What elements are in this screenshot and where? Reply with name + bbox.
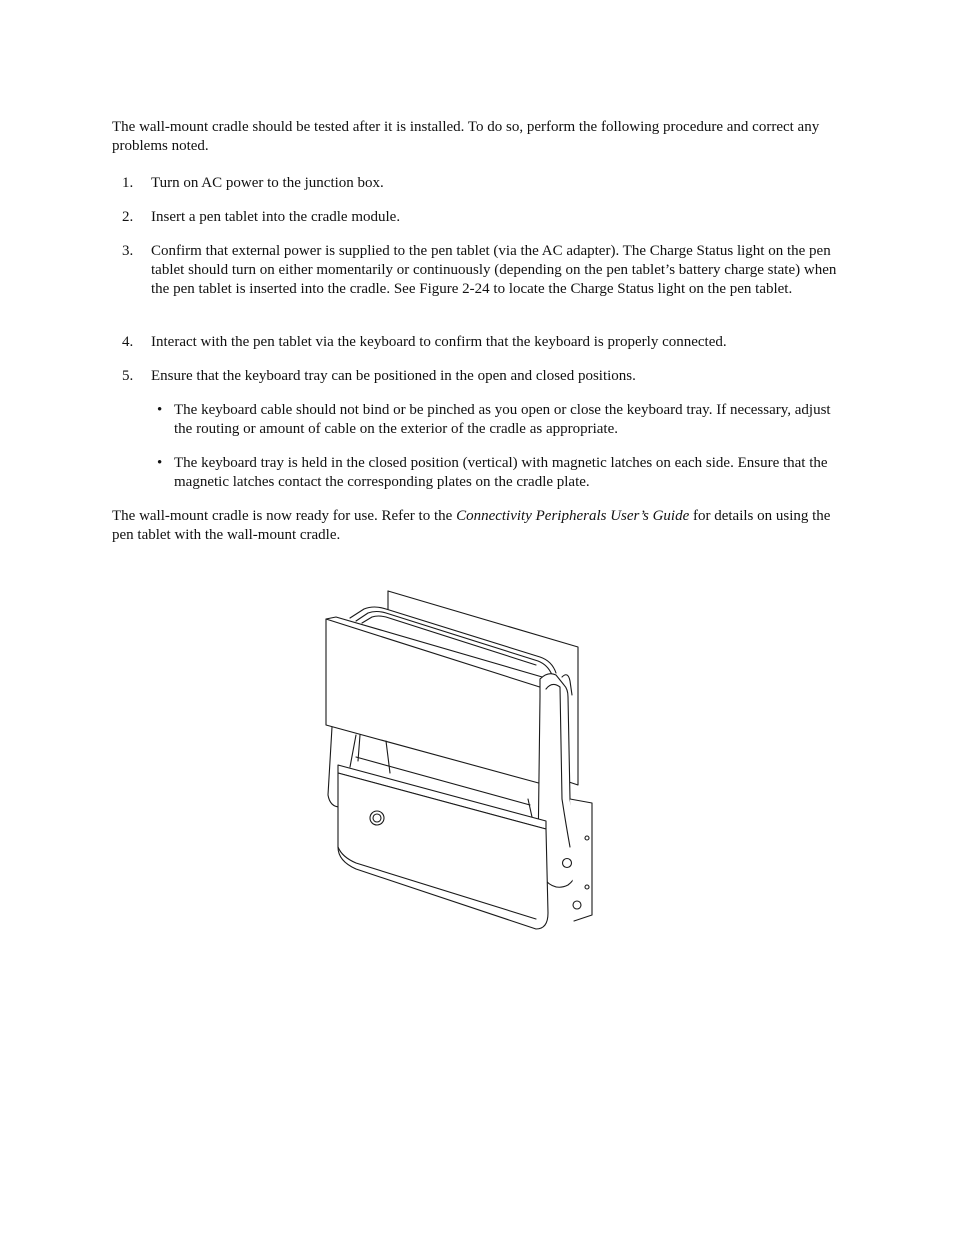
step-text: Confirm that external power is supplied to the pen tablet (via the AC adapter). The Charge Status light on the pen tablet should turn on either momentarily or continuously (depending on the pen tablet’s battery charge state) when the pen tablet is inserted into the cradle. See Figure 2-24 to locate the Charge Status light on the pen tablet. [151, 243, 837, 297]
guide-title-italic: Connectivity Peripherals User’s Guide [456, 508, 690, 524]
closing-text-end: for details on using the pen tablet with the wall-mount cradle. [112, 508, 831, 543]
step-number: 4. [122, 334, 134, 350]
intro-paragraph: The wall-mount cradle should be tested after it is installed. To do so, perform the following procedure and correct any problems noted. [112, 119, 820, 154]
wall-mount-cradle-illustration [316, 585, 606, 935]
closing-paragraph [112, 507, 832, 545]
step-number: 1. [122, 175, 134, 191]
step-number: 2. [122, 209, 134, 225]
bullet-text: The keyboard tray is held in the closed position (vertical) with magnetic latches on each side. Ensure that the magnetic latches contact the corresponding plates on the cradle plate. [174, 455, 828, 490]
bullet-text: The keyboard cable should not bind or be pinched as you open or close the keyboard tray. If necessary, adjust the routing or amount of cable on the exterior of the cradle as appropriate. [174, 402, 831, 437]
step-text: Turn on AC power to the junction box. [151, 175, 384, 191]
closing-text-start: The wall-mount cradle is now ready for use. Refer to the [112, 508, 457, 524]
step-number: 5. [122, 368, 134, 384]
step-text: Insert a pen tablet into the cradle module. [151, 209, 401, 225]
bullet-mark: • [157, 455, 163, 471]
step-number: 3. [122, 243, 134, 259]
step-text: Ensure that the keyboard tray can be positioned in the open and closed positions. [151, 368, 636, 384]
bullet-mark: • [157, 402, 163, 418]
step-text: Interact with the pen tablet via the keyboard to confirm that the keyboard is properly connected. [151, 334, 727, 350]
